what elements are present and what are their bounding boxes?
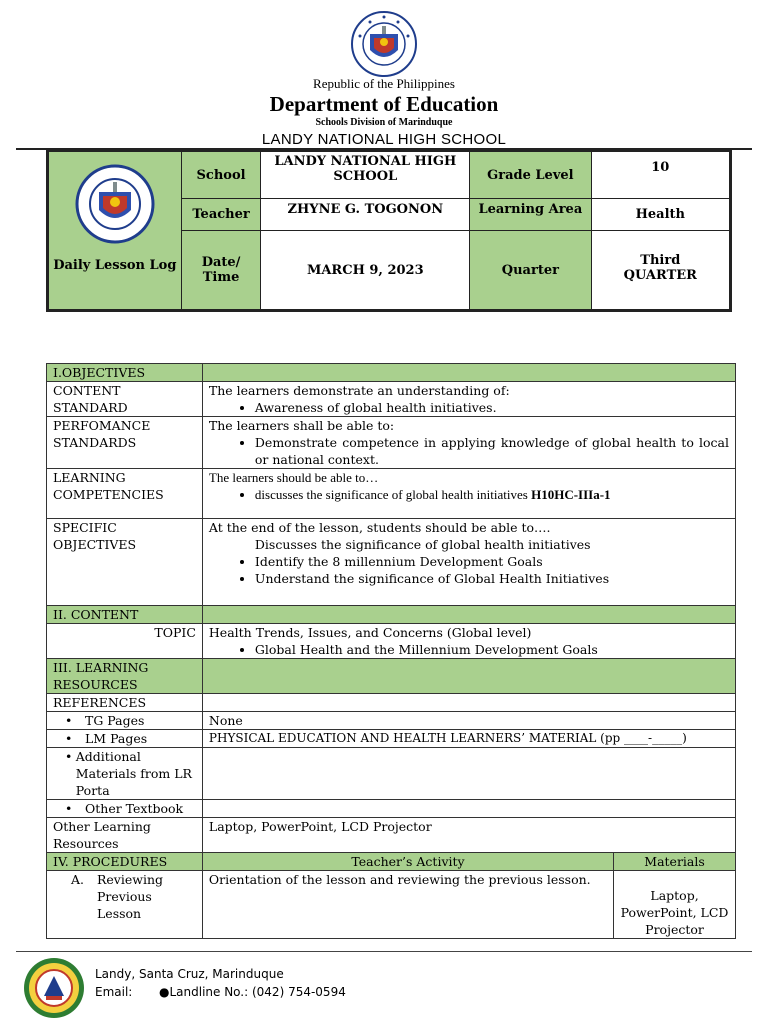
reviewing-activity: Orientation of the lesson and reviewing the previous lesson. bbox=[202, 871, 613, 939]
tg-pages-value: None bbox=[202, 712, 735, 730]
grade-level-label: Grade Level bbox=[470, 151, 591, 199]
other-resources-value: Laptop, PowerPoint, LCD Projector bbox=[202, 818, 735, 853]
learning-area-label: Learning Area bbox=[470, 199, 591, 231]
lesson-plan-table bbox=[46, 363, 736, 939]
additional-materials-label: • Additional Materials from LR Porta bbox=[47, 748, 203, 800]
daily-lesson-log-cell bbox=[48, 151, 182, 311]
deped-seal-icon bbox=[348, 10, 420, 78]
content-header: II. CONTENT bbox=[47, 606, 203, 624]
teacher-activity-header: Teacher’s Activity bbox=[202, 853, 613, 871]
topic-label: TOPIC bbox=[47, 624, 203, 659]
school-heading: LANDY NATIONAL HIGH SCHOOL bbox=[261, 131, 507, 148]
date-value: MARCH 9, 2023 bbox=[261, 231, 470, 311]
objectives-header: I.OBJECTIVES bbox=[47, 364, 203, 382]
date-time-label: Date/ Time bbox=[181, 231, 261, 311]
content-standard-value: The learners demonstrate an understanding of: • Awareness of global health initiatives. bbox=[202, 382, 735, 417]
reviewing-materials: Laptop, PowerPoint, LCD Projector bbox=[614, 871, 736, 939]
lm-pages-value: PHYSICAL EDUCATION AND HEALTH LEARNERS’ MATERIAL (pp ____-_____) bbox=[202, 730, 735, 748]
contact-line: Email: ●Landline No.: (042) 754-0594 bbox=[95, 985, 346, 999]
grade-level-value: 10 bbox=[591, 151, 730, 199]
content-standard-label: CONTENT STANDARD bbox=[47, 382, 203, 417]
tg-pages-label: • TG Pages bbox=[47, 712, 203, 730]
performance-standards-value: The learners shall be able to: • Demonstrate competence in applying knowledge of global health to local or national context. bbox=[202, 417, 735, 469]
performance-standards-label: PERFOMANCE STANDARDS bbox=[47, 417, 203, 469]
lesson-info-table bbox=[46, 149, 732, 312]
school-seal-icon bbox=[22, 956, 86, 1020]
topic-value: Health Trends, Issues, and Concerns (Global level) • Global Health and the Millennium Development Goals bbox=[202, 624, 735, 659]
specific-objectives-value: At the end of the lesson, students should be able to…. Discusses the significance of global health initiatives • Identify the 8 millennium Development Goals • Understand the significance of Global Health Initiatives bbox=[202, 519, 735, 606]
quarter-label: Quarter bbox=[470, 231, 591, 311]
division-heading: Schools Division of Marinduque bbox=[315, 117, 453, 128]
teacher-label: Teacher bbox=[181, 199, 261, 231]
quarter-value: Third QUARTER bbox=[591, 231, 730, 311]
other-resources-label: Other Learning Resources bbox=[47, 818, 203, 853]
procedures-header: IV. PROCEDURES bbox=[47, 853, 203, 871]
teacher-value: ZHYNE G. TOGONON bbox=[261, 199, 470, 231]
learning-competencies-value: The learners should be able to… • discusses the significance of global health initiatives H10HC-IIIa-1 bbox=[202, 469, 735, 519]
reviewing-previous-lesson-label: A. Reviewing Previous Lesson bbox=[47, 871, 203, 939]
list-item: • Demonstrate competence in applying knowledge of global health to local or national context. bbox=[255, 434, 729, 468]
list-item: • Identify the 8 millennium Development Goals bbox=[255, 553, 729, 570]
specific-objectives-label: SPECIFIC OBJECTIVES bbox=[47, 519, 203, 606]
footer-divider bbox=[16, 951, 752, 952]
deped-seal-icon bbox=[69, 164, 161, 244]
daily-lesson-log-title: Daily Lesson Log bbox=[53, 258, 177, 273]
list-item: • Awareness of global health initiatives. bbox=[255, 399, 729, 416]
learning-resources-header: III. LEARNING RESOURCES bbox=[47, 659, 203, 694]
other-textbook-label: • Other Textbook bbox=[47, 800, 203, 818]
list-item: • Understand the significance of Global Health Initiatives bbox=[255, 570, 729, 587]
list-item: • Global Health and the Millennium Development Goals bbox=[255, 641, 729, 658]
references-label: REFERENCES bbox=[47, 694, 203, 712]
department-heading: Department of Education bbox=[269, 92, 499, 116]
learning-competencies-label: LEARNING COMPETENCIES bbox=[47, 469, 203, 519]
learning-area-value: Health bbox=[591, 199, 730, 231]
school-value: LANDY NATIONAL HIGH SCHOOL bbox=[261, 151, 470, 199]
list-item: • discusses the significance of global health initiatives H10HC-IIIa-1 bbox=[255, 486, 729, 503]
school-address: Landy, Santa Cruz, Marinduque bbox=[95, 967, 284, 981]
republic-heading: Republic of the Philippines bbox=[313, 76, 455, 91]
lm-pages-label: • LM Pages bbox=[47, 730, 203, 748]
school-label: School bbox=[181, 151, 261, 199]
materials-header: Materials bbox=[614, 853, 736, 871]
